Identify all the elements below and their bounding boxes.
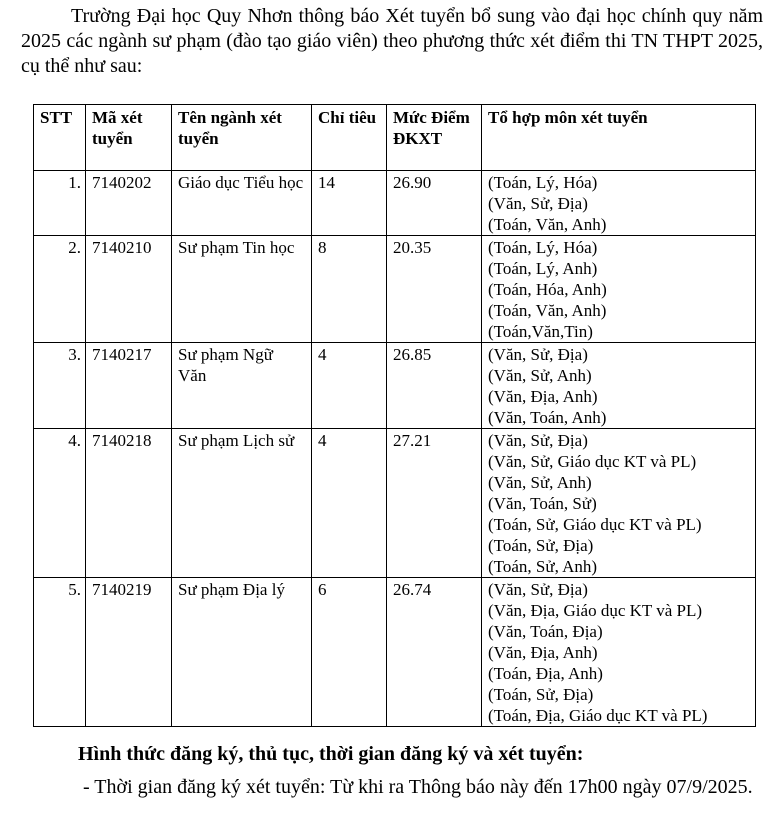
combo-item: (Toán, Sử, Giáo dục KT và PL)	[488, 515, 702, 534]
cell-combos	[482, 236, 756, 343]
cell-code: 7140218	[86, 429, 172, 578]
cell-stt: 5.	[34, 578, 86, 727]
combo-item: (Toán, Hóa, Anh)	[488, 280, 607, 299]
combo-item: (Toán, Sử, Địa)	[488, 536, 594, 555]
combo-item: (Toán, Văn, Anh)	[488, 215, 607, 234]
cell-code: 7140219	[86, 578, 172, 727]
combo-item: (Văn, Sử, Địa)	[488, 194, 588, 213]
cell-major-name: Giáo dục Tiểu học	[172, 171, 312, 236]
combo-item: (Văn, Sử, Giáo dục KT và PL)	[488, 452, 697, 471]
cell-stt: 4.	[34, 429, 86, 578]
combo-item: (Văn, Sử, Anh)	[488, 366, 592, 385]
cell-score: 20.35	[387, 236, 482, 343]
header-code: Mã xét tuyển	[86, 105, 172, 171]
header-quota: Chỉ tiêu	[312, 105, 387, 171]
cell-combos	[482, 343, 756, 429]
cell-combos	[482, 429, 756, 578]
cell-major-name: Sư phạm Địa lý	[172, 578, 312, 727]
combo-item: (Văn, Sử, Địa)	[488, 580, 588, 599]
table-row	[34, 578, 756, 727]
combo-item: (Văn, Sử, Anh)	[488, 473, 592, 492]
cell-quota: 14	[312, 171, 387, 236]
cell-code: 7140202	[86, 171, 172, 236]
table-row	[34, 429, 756, 578]
cell-combos	[482, 578, 756, 727]
cell-score: 26.90	[387, 171, 482, 236]
header-combos: Tổ hợp môn xét tuyển	[482, 105, 756, 171]
combo-item: (Toán, Địa, Anh)	[488, 664, 603, 683]
table-row	[34, 343, 756, 429]
cell-score: 27.21	[387, 429, 482, 578]
admission-table	[33, 104, 756, 727]
combo-item: (Văn, Toán, Anh)	[488, 408, 607, 427]
table-row	[34, 171, 756, 236]
cell-major-name: Sư phạm Ngữ Văn	[172, 343, 312, 429]
combo-item: (Toán, Sử, Địa)	[488, 685, 594, 704]
combo-item: (Văn, Địa, Giáo dục KT và PL)	[488, 601, 703, 620]
cell-score: 26.74	[387, 578, 482, 727]
cell-stt: 1.	[34, 171, 86, 236]
combo-item: (Toán, Sử, Anh)	[488, 557, 598, 576]
combo-item: (Toán,Văn,Tin)	[488, 322, 593, 341]
table-body	[34, 171, 756, 727]
cell-code: 7140217	[86, 343, 172, 429]
combo-item: (Toán, Lý, Hóa)	[488, 173, 598, 192]
combo-item: (Toán, Văn, Anh)	[488, 301, 607, 320]
cell-score: 26.85	[387, 343, 482, 429]
cell-combos	[482, 171, 756, 236]
header-score: Mức Điểm ĐKXT	[387, 105, 482, 171]
cell-quota: 6	[312, 578, 387, 727]
section-heading: Hình thức đăng ký, thủ tục, thời gian đăng ký và xét tuyển:	[78, 743, 584, 765]
cell-quota: 4	[312, 429, 387, 578]
combo-item: (Văn, Sử, Địa)	[488, 431, 588, 450]
cell-quota: 4	[312, 343, 387, 429]
combo-item: (Toán, Lý, Anh)	[488, 259, 598, 278]
combo-item: (Văn, Địa, Anh)	[488, 387, 598, 406]
combo-item: (Văn, Địa, Anh)	[488, 643, 598, 662]
cell-major-name: Sư phạm Lịch sử	[172, 429, 312, 578]
cell-code: 7140210	[86, 236, 172, 343]
combo-item: (Văn, Toán, Địa)	[488, 622, 603, 641]
combo-item: (Văn, Sử, Địa)	[488, 345, 588, 364]
registration-time-note: - Thời gian đăng ký xét tuyển: Từ khi ra Thông báo này đến 17h00 ngày 07/9/2025.	[83, 776, 753, 798]
header-major-name: Tên ngành xét tuyển	[172, 105, 312, 171]
cell-quota: 8	[312, 236, 387, 343]
cell-stt: 3.	[34, 343, 86, 429]
table-row	[34, 236, 756, 343]
combo-item: (Toán, Lý, Hóa)	[488, 238, 598, 257]
cell-major-name: Sư phạm Tin học	[172, 236, 312, 343]
cell-stt: 2.	[34, 236, 86, 343]
table-header-row	[34, 105, 756, 171]
combo-item: (Toán, Địa, Giáo dục KT và PL)	[488, 706, 708, 725]
intro-paragraph: Trường Đại học Quy Nhơn thông báo Xét tuyển bổ sung vào đại học chính quy năm 2025 các ngành sư phạm (đào tạo giáo viên) theo phương thức xét điểm thi TN THPT 2025, cụ thể như sau:	[21, 5, 763, 77]
header-stt: STT	[34, 105, 86, 171]
combo-item: (Văn, Toán, Sử)	[488, 494, 597, 513]
